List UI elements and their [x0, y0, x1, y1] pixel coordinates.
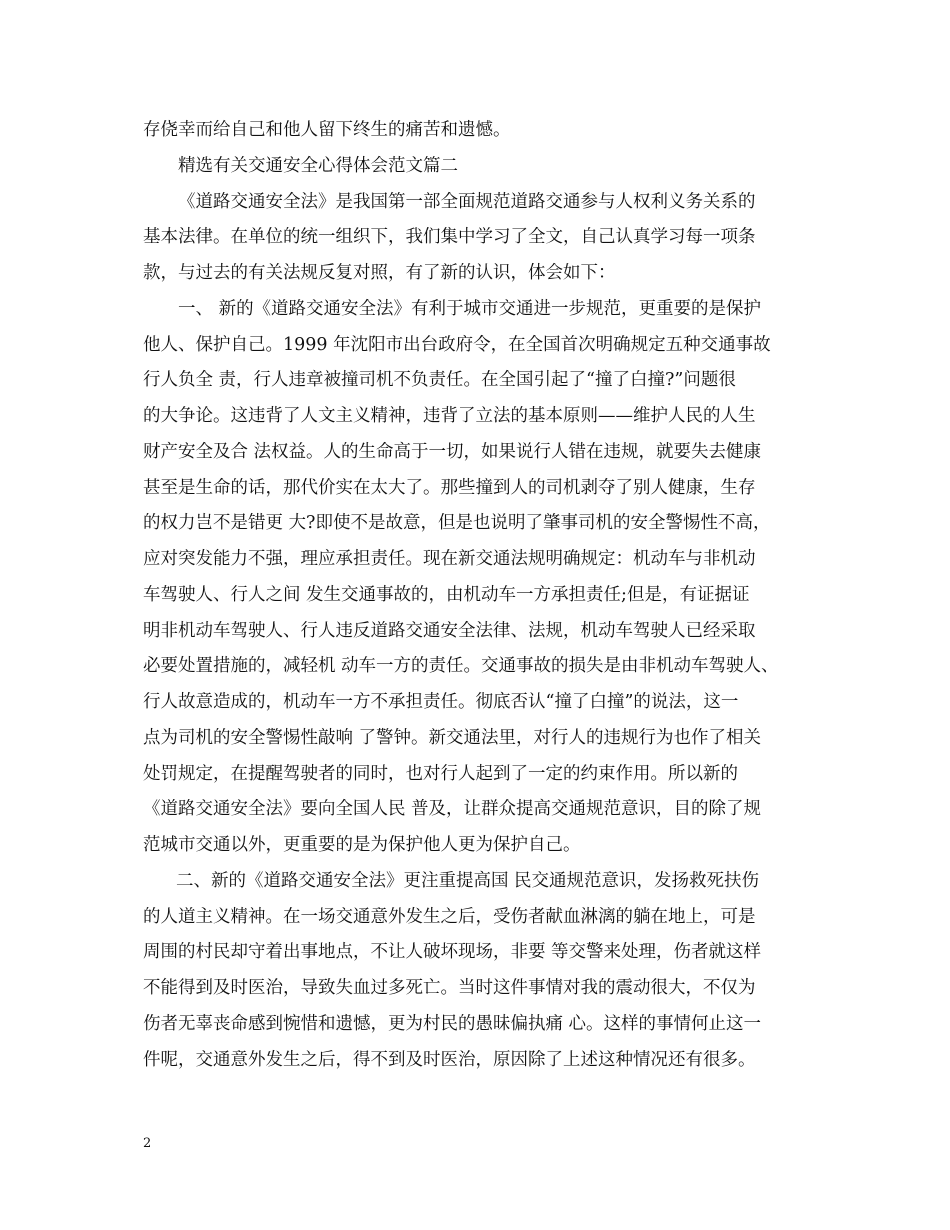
- text-line: 《道路交通安全法》要向全国人民 普及，让群众提高交通规范意识，目的除了规: [143, 799, 762, 820]
- text-line: 必要处置措施的，减轻机 动车一方的责任。交通事故的损失是由非机动车驾驶人、: [143, 656, 779, 677]
- text-line: 明非机动车驾驶人、行人违反道路交通安全法律、法规，机动车驾驶人已经采取: [143, 620, 756, 641]
- text-line: 的人道主义精神。在一场交通意外发生之后，受伤者献血淋漓的躺在地上，可是: [143, 906, 756, 927]
- text-line: 点为司机的安全警惕性敲响 了警钟。新交通法里，对行人的违规行为也作了相关: [143, 727, 762, 748]
- text-line: 范城市交通以外，更重要的是为保护他人更为保护自己。: [143, 835, 581, 855]
- text-line: 伤者无辜丧命感到惋惜和遗憾，更为村民的愚昧偏执痛 心。这样的事情何止这一: [143, 1013, 762, 1034]
- text-line: 件呢，交通意外发生之后，得不到及时医治，原因除了上述这种情况还有很多。: [143, 1049, 756, 1070]
- body-text: [143, 113, 813, 1078]
- text-line: 的大争论。这违背了人文主义精神，违背了立法的基本原则——维护人民的人生: [143, 406, 756, 426]
- text-line: 财产安全及合 法权益。人的生命高于一切，如果说行人错在违规，就要失去健康: [143, 441, 762, 462]
- page-number: 2: [143, 1136, 152, 1151]
- text-line: 行人故意造成的，机动车一方不承担责任。彻底否认“撞了白撞”的说法，这一: [143, 692, 739, 712]
- text-line: 《道路交通安全法》是我国第一部全面规范道路交通参与人权利义务关系的: [178, 191, 756, 212]
- text-line: 不能得到及时医治，导致失血过多死亡。当时这件事情对我的震动很大，不仅为: [143, 978, 756, 998]
- text-line: 处罚规定，在提醒驾驶者的同时，也对行人起到了一定的约束作用。所以新的: [143, 763, 738, 784]
- text-line: 基本法律。在单位的统一组织下，我们集中学习了全文，自己认真学习每一项条: [143, 227, 756, 248]
- text-line: 的权力岂不是错更 大?即使不是故意，但是也说明了肇事司机的安全警惕性不高，: [143, 513, 771, 534]
- text-line: 一、 新的《道路交通安全法》有利于城市交通进一步规范，更重要的是保护: [178, 298, 762, 319]
- text-line: 二、新的《道路交通安全法》更注重提高国 民交通规范意识，发扬救死扶伤: [176, 870, 760, 891]
- text-line: 行人负全 责，行人违章被撞司机不负责任。在全国引起了“撞了白撞?”问题很: [143, 370, 736, 391]
- text-line: 周围的村民却守着出事地点，不让人破坏现场，非要 等交警来处理，伤者就这样: [143, 942, 762, 963]
- text-line: 车驾驶人、行人之间 发生交通事故的，由机动车一方承担责任;但是，有证据证: [143, 584, 750, 605]
- text-line: 存侥幸而给自己和他人留下终生的痛苦和遗憾。: [143, 120, 511, 140]
- text-line: 甚至是生命的话，那代价实在太大了。那些撞到人的司机剥夺了别人健康，生存: [143, 477, 756, 498]
- text-line: 应对突发能力不强，理应承担责任。现在新交通法规明确规定：机动车与非机动: [143, 549, 756, 569]
- text-line: 款，与过去的有关法规反复对照，有了新的认识，体会如下：: [143, 263, 616, 283]
- section-heading: 精选有关交通安全心得体会范文篇二: [178, 155, 458, 176]
- text-line: 他人、保护自己。1999 年沈阳市出台政府令，在全国首次明确规定五种交通事故: [143, 334, 771, 355]
